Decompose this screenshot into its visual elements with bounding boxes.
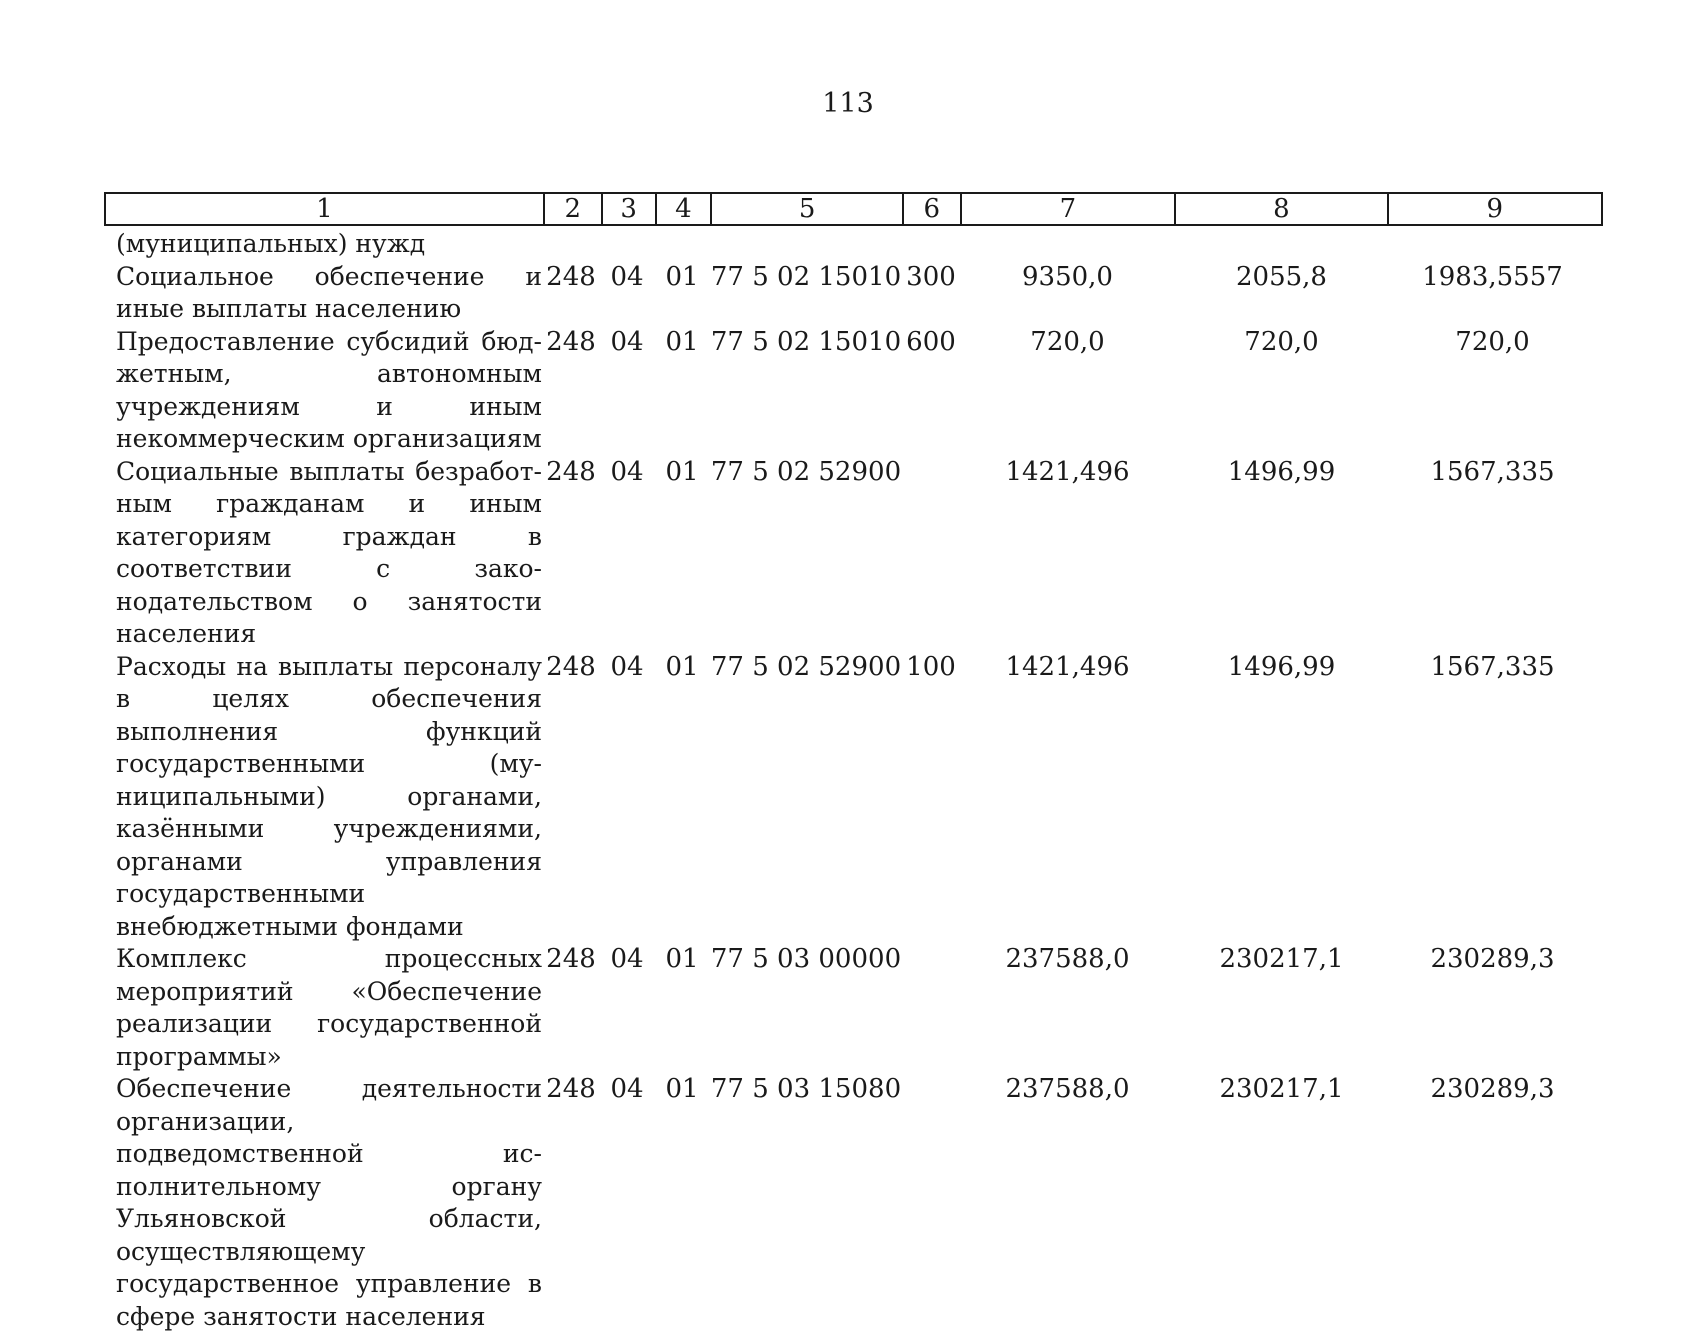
- table-row-continuation: [104, 228, 1603, 261]
- header-cell-5: 5: [710, 194, 901, 224]
- cell-col-7: 1421,496: [1005, 651, 1130, 682]
- cell-col-8: 2055,8: [1236, 261, 1327, 292]
- cell-col-2: 248: [546, 261, 596, 292]
- row-description: Обеспечение деятельности организации, подведомственной исполнительному органу Ульяновской области, осуществляющему государственное управление в сфере занятости населения: [116, 1074, 542, 1331]
- cell-col-7: 720,0: [1030, 326, 1105, 357]
- cell-col-9: 230289,3: [1430, 1074, 1555, 1104]
- cell-col-5: 77 5 02 15010: [710, 261, 902, 292]
- cell-col-8: 720,0: [1244, 326, 1319, 357]
- cell-col-3: 04: [610, 944, 644, 974]
- row-description: Социальные выплаты безработным гражданам и иным категориям граждан в соответствии с законодательством о занятости населения: [116, 456, 542, 648]
- table-row: [104, 261, 1603, 326]
- cell-col-2: 248: [546, 944, 596, 974]
- cell-col-2: 248: [546, 456, 596, 487]
- row-description: Комплекс процессных мероприятий «Обеспечение реализации государственной программы»: [116, 944, 542, 1071]
- header-cell-7: 7: [960, 194, 1174, 224]
- cell-col-6: 300: [906, 261, 956, 292]
- cell-col-3: 04: [610, 456, 644, 487]
- cell-col-3: 04: [610, 651, 644, 682]
- header-cell-2: 2: [543, 194, 601, 224]
- cell-col-3: 04: [610, 261, 644, 292]
- cell-col-9: 230289,3: [1430, 944, 1555, 974]
- cell-col-4: 01: [665, 261, 699, 292]
- cell-col-9: 1567,335: [1430, 456, 1555, 487]
- cell-col-8: 230217,1: [1219, 944, 1344, 974]
- header-cell-9: 9: [1387, 194, 1601, 224]
- page-number: 113: [822, 88, 874, 119]
- header-cell-6: 6: [902, 194, 960, 224]
- cell-col-8: 1496,99: [1227, 456, 1336, 487]
- cell-col-7: 237588,0: [1005, 1074, 1130, 1104]
- cell-col-2: 248: [546, 651, 596, 682]
- table-row: [104, 326, 1603, 456]
- header-cell-1: 1: [316, 194, 333, 224]
- cell-col-4: 01: [665, 944, 699, 974]
- cell-col-3: 04: [610, 326, 644, 357]
- table-row: [104, 456, 1603, 651]
- cell-col-4: 01: [665, 456, 699, 487]
- cell-col-2: 248: [546, 326, 596, 357]
- cell-col-5: 77 5 02 52900: [710, 651, 902, 682]
- cell-col-2: 248: [546, 1074, 596, 1104]
- cell-col-3: 04: [610, 1074, 644, 1104]
- cell-col-5: 77 5 03 00000: [710, 944, 902, 974]
- cell-col-5: 77 5 02 15010: [710, 326, 902, 357]
- table-row: [104, 943, 1603, 1073]
- cell-col-7: 9350,0: [1022, 261, 1113, 292]
- table-header-row: [104, 192, 1603, 226]
- cell-col-6: 100: [906, 651, 956, 682]
- cell-col-6: 600: [906, 326, 956, 357]
- table-row: [104, 651, 1603, 944]
- cell-col-5: 77 5 02 52900: [710, 456, 902, 487]
- table-row: [104, 1073, 1603, 1333]
- cell-col-8: 1496,99: [1227, 651, 1336, 682]
- row-description: Расходы на выплаты персоналу в целях обеспечения выполнения функций государственными (муниципальными) органами, казёнными учреждениями, органами управления государственными внебюджетными фондами: [116, 651, 542, 941]
- cell-col-4: 01: [665, 1074, 699, 1104]
- cell-col-5: 77 5 03 15080: [710, 1074, 902, 1104]
- continuation-text: (муниципальных) нужд: [116, 229, 426, 258]
- cell-col-9: 1567,335: [1430, 651, 1555, 682]
- cell-col-7: 1421,496: [1005, 456, 1130, 487]
- cell-col-9: 720,0: [1455, 326, 1530, 357]
- cell-col-7: 237588,0: [1005, 944, 1130, 974]
- table-body: [104, 228, 1603, 1333]
- header-cell-8: 8: [1174, 194, 1386, 224]
- cell-col-8: 230217,1: [1219, 1074, 1344, 1104]
- row-description: Предоставление субсидий бюджетным, автономным учреждениям и иным некоммерческим организациям: [116, 326, 542, 453]
- header-cell-3: 3: [601, 194, 655, 224]
- header-cell-4: 4: [655, 194, 711, 224]
- cell-col-4: 01: [665, 651, 699, 682]
- cell-col-9: 1983,5557: [1422, 261, 1563, 292]
- cell-col-4: 01: [665, 326, 699, 357]
- row-description: Социальное обеспечение и иные выплаты населению: [116, 261, 542, 323]
